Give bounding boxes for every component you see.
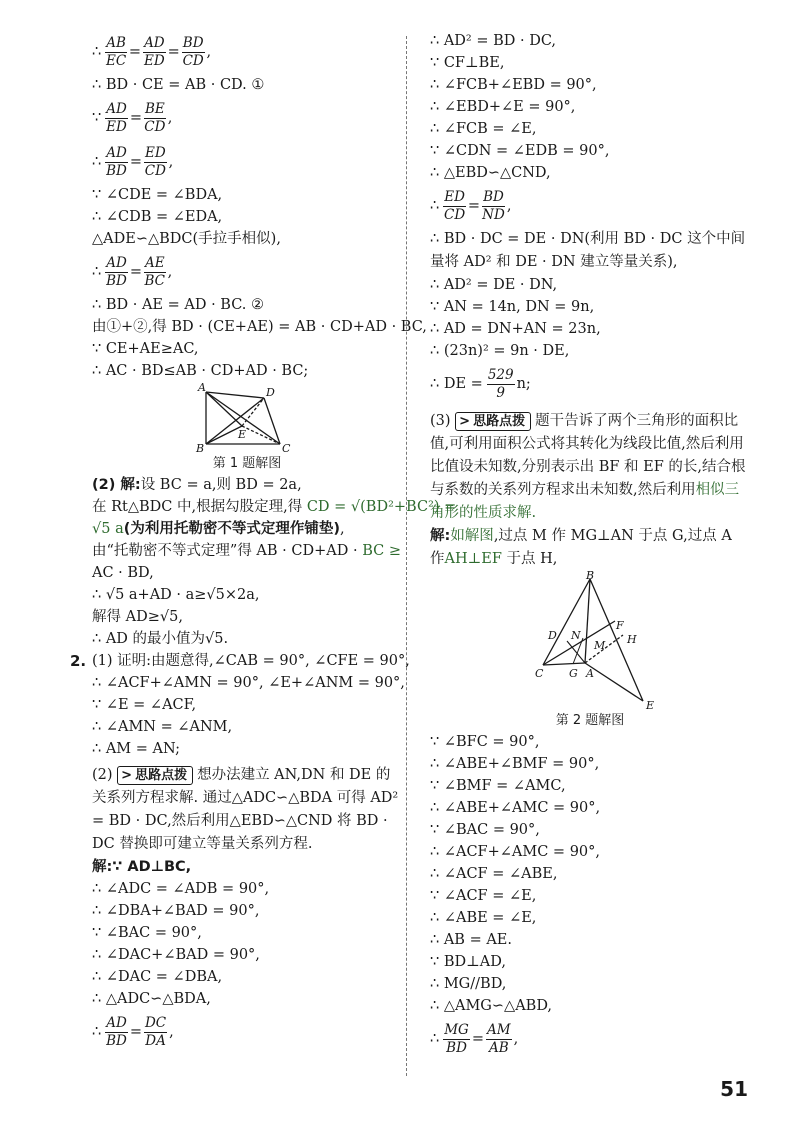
hint-paragraph: (3) > 思路点拨 题干告诉了两个三角形的面积比值,可利用面积公式将其转化为线段比值,然后利用比值设未知数,分别表示出 BF 和 EF 的长,结合根与系数的关系列方程求出未知数,然后利用相似三角形的性质求解.: [430, 413, 746, 521]
proof-line: ∴ BD · DC = DE · DN(利用 BD · DC 这个中间量将 AD² 和 DE · DN 建立等量关系),: [430, 231, 746, 270]
fraction: $\frac{AD}{ED}$: [144, 34, 165, 69]
hint-paragraph: (2) > 思路点拨 想办法建立 AN,DN 和 DE 的关系列方程求解. 通过△ADC∽△BDA 可得 AD² = BD · DC,然后利用△EBD∽△CND 将 BD · DC 替换即可建立等量关系列方程.: [92, 767, 399, 852]
label-D: D: [548, 629, 557, 642]
page-number: 51: [720, 1077, 748, 1101]
proof-line: ∴ ∠ADC = ∠ADB = 90°,: [92, 881, 270, 897]
question-number: 2.: [70, 652, 87, 670]
proof-line: ∵ ∠BAC = 90°,: [92, 925, 202, 941]
proof-line: ∴ ∠DAC = ∠DBA,: [92, 969, 223, 985]
arrow-right-icon: >: [459, 414, 471, 429]
label-E: E: [238, 428, 247, 441]
proof-line: ∴ ∠ACF+∠AMC = 90°,: [430, 844, 600, 860]
proof-line: ∴ ∠ABE+∠AMC = 90°,: [430, 800, 601, 816]
proof-line: ∴ ∠FCB = ∠E,: [430, 121, 537, 137]
proof-line: ∵ ∠E = ∠ACF,: [92, 697, 197, 713]
part-2: (2) 解:设 BC = a,则 BD = 2a,: [92, 477, 302, 493]
label-C: C: [282, 442, 291, 454]
proof-line: ∴ ∠DBA+∠BAD = 90°,: [92, 903, 260, 919]
proof-line: ∴ AC · BD≤AB · CD+AD · BC;: [92, 363, 309, 379]
eq-line: ∴ $\frac{AB}{EC}$ = $\frac{AD}{ED}$ = $\frac{BD}{CD}$ ,: [92, 34, 212, 69]
arrow-right-icon: >: [121, 768, 133, 783]
proof-line: ∵ ∠ACF = ∠E,: [430, 888, 537, 904]
eq-line: ∴ $\frac{AD}{BD}$ = $\frac{AE}{BC}$ ,: [92, 254, 173, 289]
eq-line: ∴ $\frac{ED}{CD}$ = $\frac{BD}{ND}$ ,: [430, 188, 512, 223]
proof-line: ∵ ∠BFC = 90°,: [430, 734, 540, 750]
proof-line: AC · BD,: [92, 565, 154, 581]
label-G: G: [569, 667, 578, 680]
proof-line: ∴ ∠AMN = ∠ANM,: [92, 719, 233, 735]
proof-line: ∴ (23n)² = 9n · DE,: [430, 343, 570, 359]
proof-line: ∴ AD 的最小值为√5.: [92, 631, 229, 647]
proof-line: ∵ BD⊥AD,: [430, 954, 506, 970]
proof-line: ∴ ∠FCB+∠EBD = 90°,: [430, 77, 597, 93]
label-D: D: [266, 386, 275, 399]
proof-line: ∴ MG//BD,: [430, 976, 507, 992]
figure-2: [515, 571, 665, 711]
proof-line: ∴ AB = AE.: [430, 932, 512, 948]
proof-line: ∴ AD² = DE · DN,: [430, 277, 558, 293]
label-H: H: [627, 633, 637, 646]
proof-line: ∴ ∠DAC+∠BAD = 90°,: [92, 947, 260, 963]
proof-line: ∴ ∠ABE+∠BMF = 90°,: [430, 756, 600, 772]
proof-line: 解得 AD≥√5,: [92, 609, 183, 625]
proof-line: ∴ ∠ABE = ∠E,: [430, 910, 537, 926]
proof-line: 由①+②,得 BD · (CE+AE) = AB · CD+AD · BC,: [92, 319, 427, 335]
proof-line: ∴ BD · CE = AB · CD. ①: [92, 77, 265, 93]
figure-1-caption: 第 1 题解图: [212, 456, 282, 471]
proof-line: ∵ ∠CDN = ∠EDB = 90°,: [430, 143, 610, 159]
left-column: [70, 30, 457, 1054]
hint-badge: > 思路点拨: [117, 766, 193, 785]
proof-line: ∵ AN = 14n, DN = 9n,: [430, 299, 595, 315]
label-B: B: [196, 442, 205, 454]
proof-line: ∵ ∠CDE = ∠BDA,: [92, 187, 223, 203]
fraction: $\frac{BD}{CD}$: [182, 34, 204, 69]
proof-line: △ADE∽△BDC(手拉手相似),: [92, 231, 281, 247]
eq-line: ∴ $\frac{MG}{BD}$ = $\frac{AM}{AB}$ ,: [430, 1021, 519, 1056]
proof-line: ∵ ∠BAC = 90°,: [430, 822, 540, 838]
proof-line: ∴ ∠ACF = ∠ABE,: [430, 866, 558, 882]
hint-badge: > 思路点拨: [455, 412, 531, 431]
label-N: N: [571, 629, 581, 642]
label-E: E: [646, 699, 655, 711]
proof-line: ∵ CE+AE≥AC,: [92, 341, 199, 357]
proof-line: ∴ ∠EBD+∠E = 90°,: [430, 99, 576, 115]
solution-intro: 解:如解图,过点 M 作 MG⊥AN 于点 G,过点 A 作AH⊥EF 于点 H,: [430, 528, 732, 567]
proof-line: ∴ ∠ACF+∠AMN = 90°, ∠E+∠ANM = 90°,: [92, 675, 405, 691]
label-C: C: [535, 667, 544, 680]
proof-line: ∴ △EBD∽△CND,: [430, 165, 551, 181]
right-column: [430, 30, 750, 1061]
proof-line: ∴ AM = AN;: [92, 741, 181, 757]
proof-line: 在 Rt△BDC 中,根据勾股定理,得 CD = √(BD²+BC²) =: [92, 499, 457, 515]
proof-line: 解:∵ AD⊥BC,: [92, 859, 192, 875]
figure-2-caption: 第 2 题解图: [555, 713, 625, 728]
proof-line: ∴ ∠CDB = ∠EDA,: [92, 209, 223, 225]
proof-line: ∴ △AMG∽△ABD,: [430, 998, 553, 1014]
label-F: F: [616, 619, 624, 632]
eq-line: ∴ $\frac{AD}{BD}$ = $\frac{ED}{CD}$ ,: [92, 144, 174, 179]
eq-line: ∵ $\frac{AD}{ED}$ = $\frac{BE}{CD}$ ,: [92, 100, 173, 135]
proof-line: ∴ AD = DN+AN = 23n,: [430, 321, 601, 337]
proof-line: √5 a(为利用托勒密不等式定理作铺垫),: [92, 521, 345, 537]
eq-line: ∴ DE = $\frac{529}{9}$ n;: [430, 366, 531, 401]
proof-line: ∴ AD² = BD · DC,: [430, 33, 557, 49]
eq-line: ∴ $\frac{AD}{BD}$ = $\frac{DC}{DA}$ ,: [92, 1014, 174, 1049]
proof-line: 由“托勒密不等式定理”得 AB · CD+AD · BC ≥: [92, 543, 401, 559]
therefore: ∴: [92, 44, 102, 60]
proof-line: ∴ √5 a+AD · a≥√5×2a,: [92, 587, 260, 603]
question-2: 2. (1) 证明:由题意得,∠CAB = 90°, ∠CFE = 90°,: [70, 652, 410, 670]
label-B: B: [586, 571, 595, 582]
label-A: A: [586, 667, 594, 680]
figure-1: [192, 382, 302, 454]
fraction: $\frac{AB}{EC}$: [105, 34, 127, 69]
label-M: M: [594, 639, 606, 652]
proof-line: ∵ CF⊥BE,: [430, 55, 505, 71]
proof-line: ∴ △ADC∽△BDA,: [92, 991, 211, 1007]
proof-line: ∵ ∠BMF = ∠AMC,: [430, 778, 566, 794]
proof-line: ∴ BD · AE = AD · BC. ②: [92, 297, 265, 313]
label-A: A: [198, 382, 206, 394]
column-divider: [406, 36, 407, 1076]
